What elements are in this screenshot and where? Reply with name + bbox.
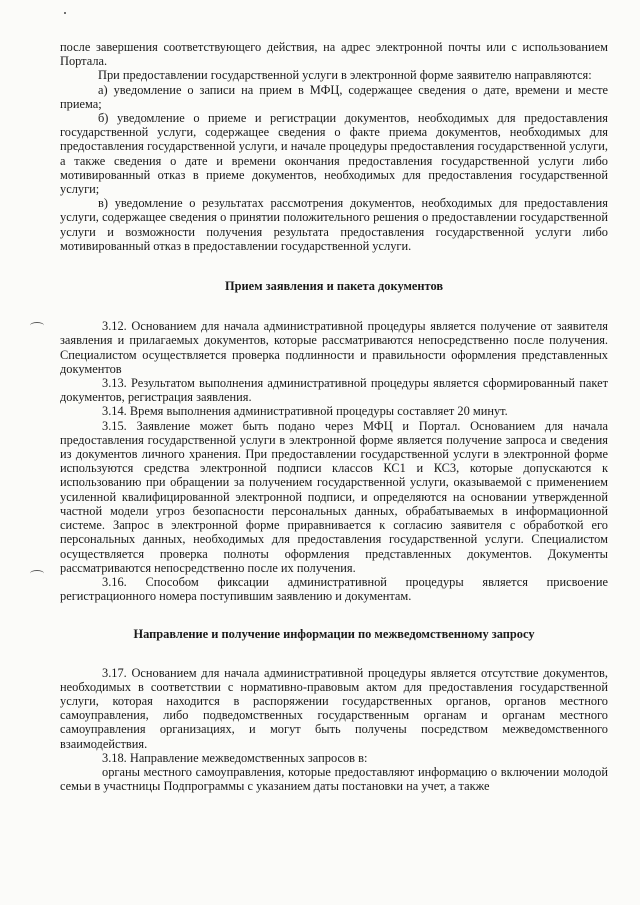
paragraph-3-12: 3.12. Основанием для начала административной процедуры является получение от заявителя заявления и прилагаемых документов, которые рассматриваются непосредственно после получения. Специалистом осуществляется проверка подлинности и правильности оформления представленных документов (60, 319, 608, 376)
paragraph-3-14: 3.14. Время выполнения административной процедуры составляет 20 минут. (102, 404, 508, 419)
scan-dot (64, 12, 66, 14)
paragraph-3-16: 3.16. Способом фиксации административной процедуры является присвоение регистрационного номера поступившим заявлению и документам. (60, 574, 608, 604)
section-heading-2: Направление и получение информации по межведомственному запросу (133, 627, 535, 642)
paragraph-3-15: 3.15. Заявление может быть подано через МФЦ и Портал. Основанием для начала предоставления государственной услуги в электронной форме является получение запроса и сведения из документов личного хранения. При предоставлении государственной услуги в электронной форме используются средства электронной подписи классов КС1 и КС3, которые допускаются к использованию при обращении за получением государственной услуги, оказываемой с применением усиленной квалифицированной электронной подписи, и определяются на основании утвержденной частной модели угроз безопасности персональных данных, обрабатываемых в информационной системе. Запрос в электронной форме приравнивается к согласию заявителя с обработкой его персональных данных, необходимых для предоставления государственной услуги. Специалистом осуществляется проверка полноты оформления представленных документов. Документы рассматриваются непосредственно после их получения. (60, 418, 608, 575)
paragraph-item-c: в) уведомление о результатах рассмотрения документов, необходимых для предоставления услуги, содержащее сведения о принятии положительного решения о предоставлении государственной услуги и возможности получения результата предоставления государственной услуги либо мотивированный отказ в предоставлении государственной услуги. (60, 196, 608, 253)
paragraph-3-17: 3.17. Основанием для начала административной процедуры является отсутствие документов, необходимых в соответствии с нормативно-правовым актом для предоставления государственной услуги, которая находится в распоряжении государственных органов, органов местного самоуправления, либо подведомственных государственным органам и органам местного самоуправления организациях, и могут быть получены посредством межведомственного взаимодействия. (60, 665, 608, 751)
paragraph-3-13: 3.13. Результатом выполнения административной процедуры является сформированный пакет документов, регистрация заявления. (60, 376, 608, 405)
paragraph-item-a: а) уведомление о записи на прием в МФЦ, содержащее сведения о дате, времени и месте приема; (60, 82, 608, 111)
scan-mark (30, 570, 44, 577)
document-body (60, 40, 608, 793)
paragraph-3-18: 3.18. Направление межведомственных запросов в: (102, 750, 368, 765)
paragraph-item-b: б) уведомление о приеме и регистрации документов, необходимых для предоставления государственной услуги, содержащее сведения о факте приема документов, необходимых для предоставления государственной услуги, и начале процедуры предоставления государственной услуги, а также сведения о дате и времени окончания предоставления государственной услуги либо мотивированный отказ в приеме документов, необходимых для предоставления государственной услуги; (60, 111, 608, 197)
scan-mark (30, 322, 44, 329)
section-heading-1: Прием заявления и пакета документов (224, 279, 444, 294)
paragraph-organs: органы местного самоуправления, которые предоставляют информацию о включении молодой семьи в участницы Подпрограммы с указанием даты постановки на учет, а также (60, 764, 608, 794)
paragraph-intro: При предоставлении государственной услуги в электронной форме заявителю направляются: (98, 68, 592, 83)
paragraph-continuation: после завершения соответствующего действия, на адрес электронной почты или с использованием Портала. (60, 40, 608, 69)
